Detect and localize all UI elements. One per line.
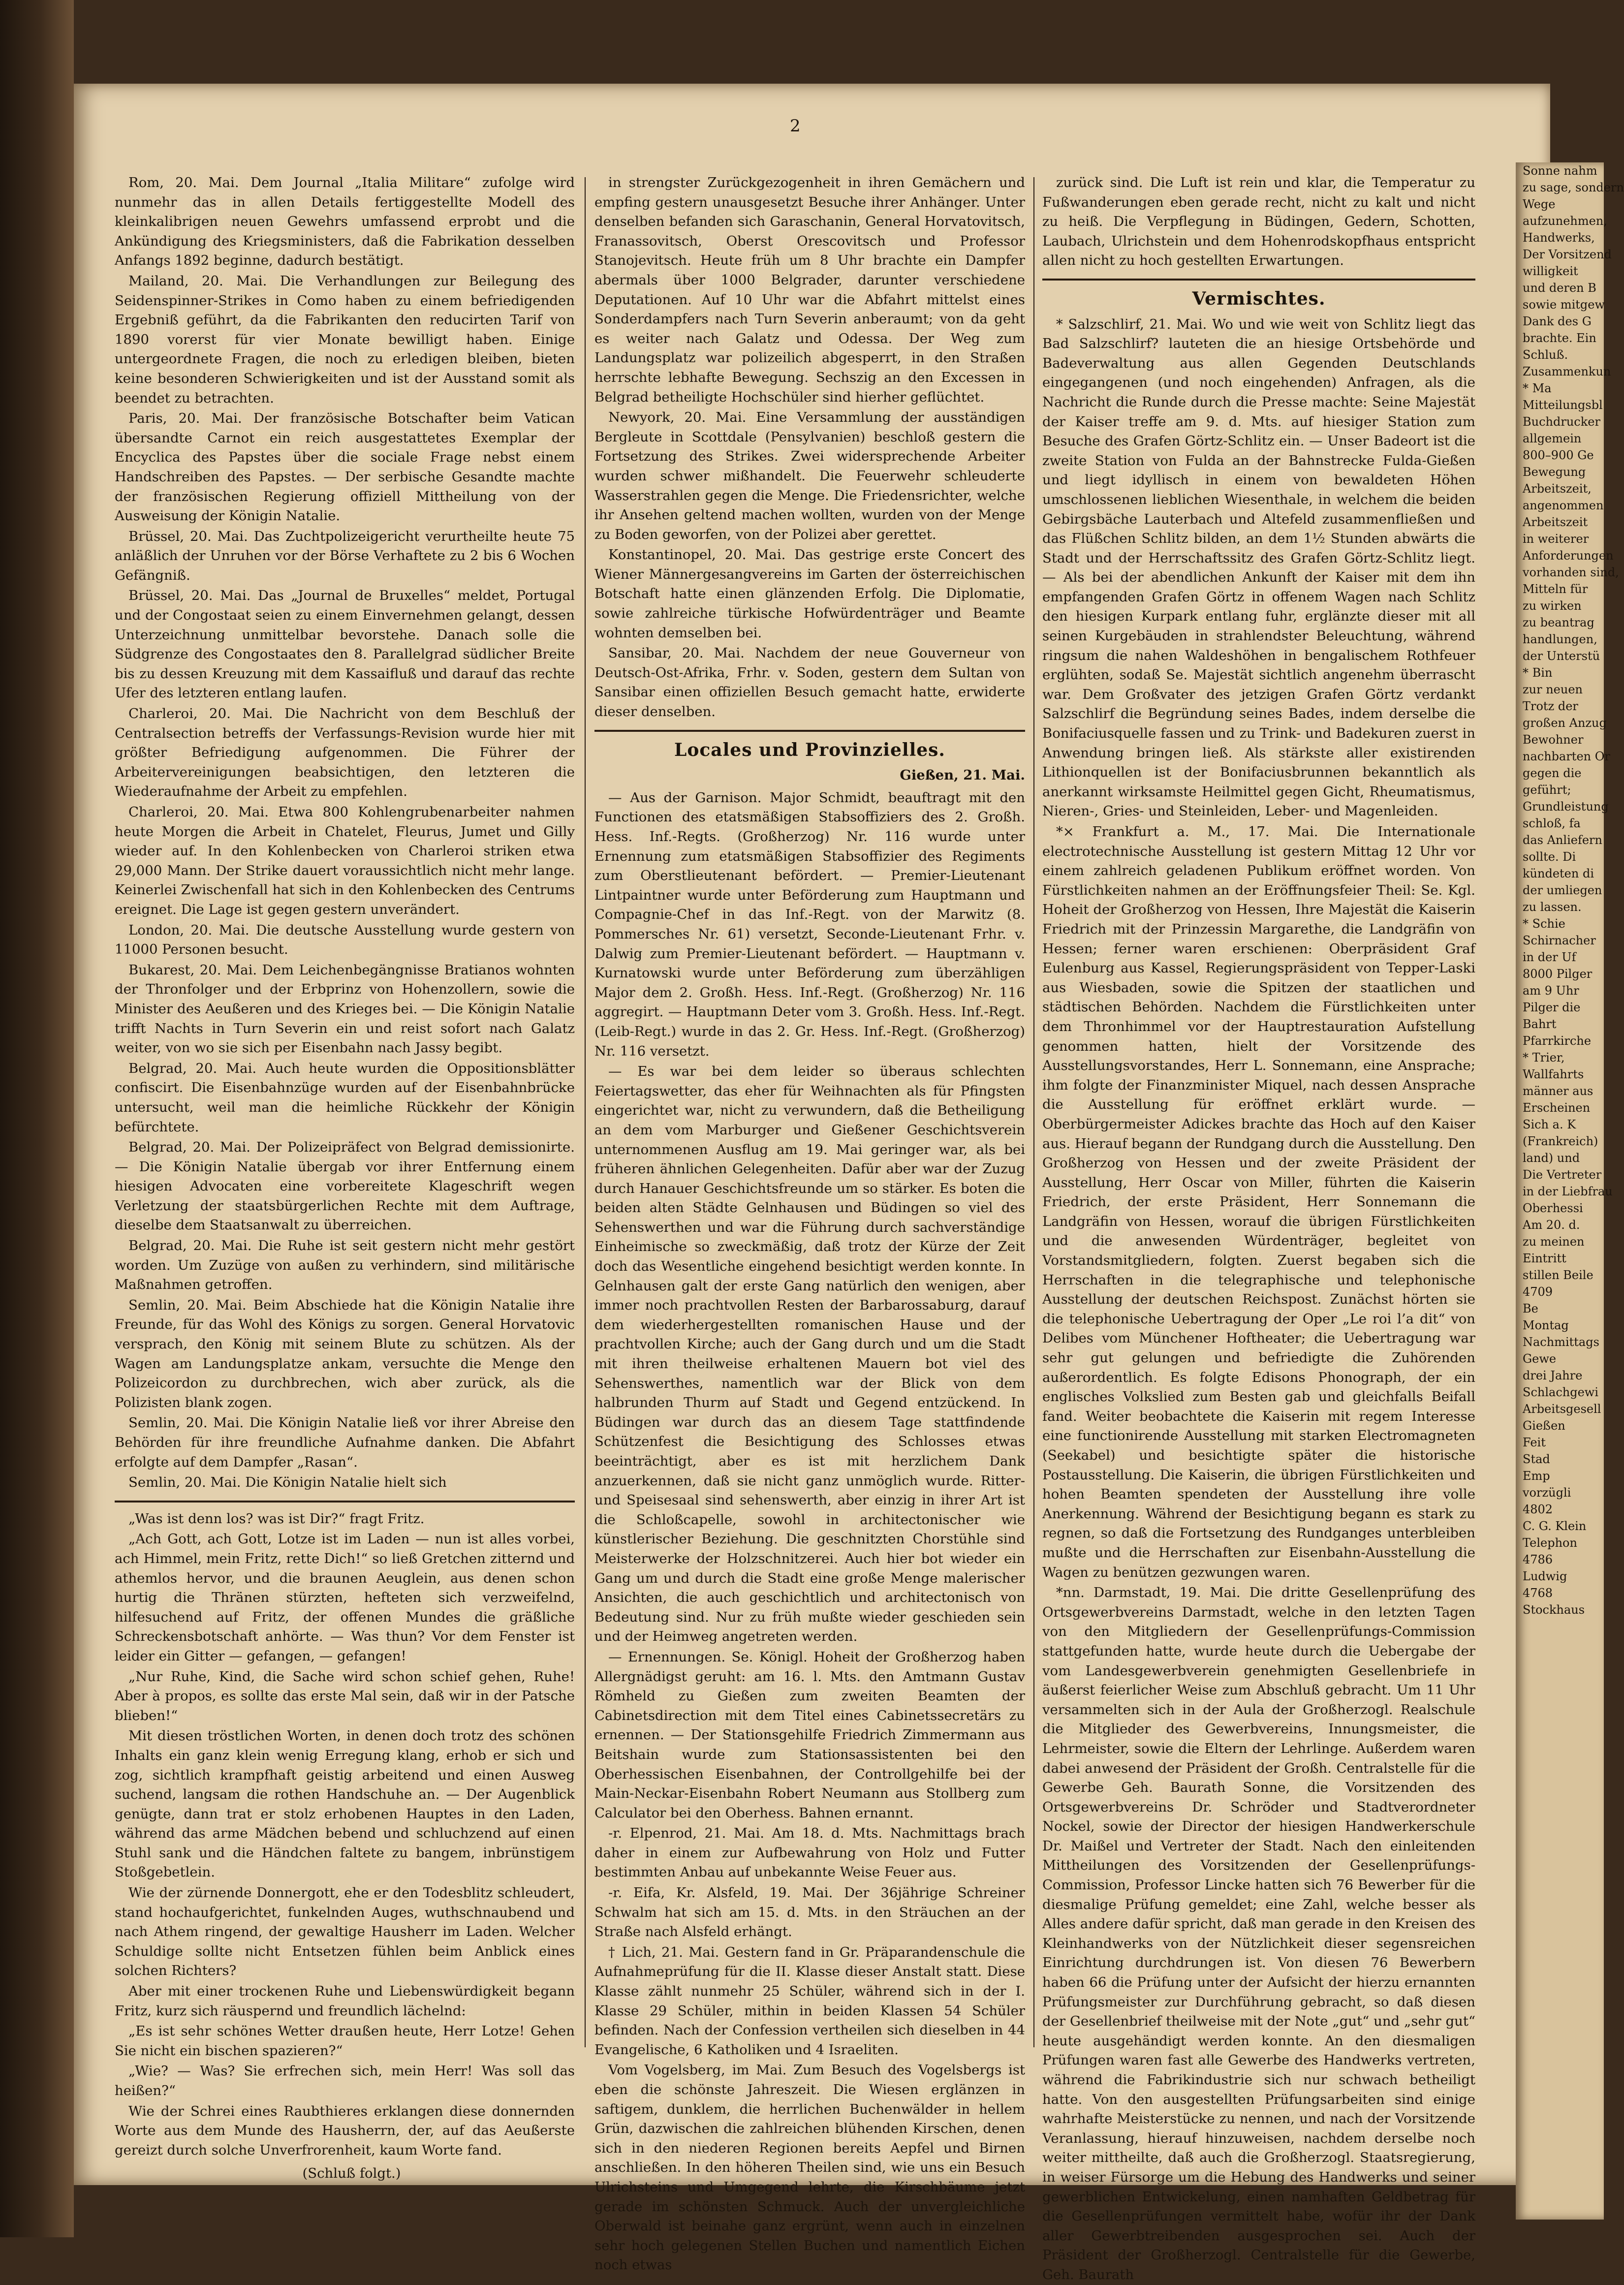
edge-text-fragment: sollte. Di xyxy=(1523,850,1576,864)
edge-text-fragment: Bewegung xyxy=(1523,465,1586,479)
edge-text-fragment: zu sage, sondern xyxy=(1523,181,1624,194)
edge-text-fragment: Oberhessi xyxy=(1523,1201,1583,1215)
dateline: Gießen, 21. Mai. xyxy=(900,767,1025,783)
section-rule xyxy=(594,730,1025,732)
column-2 xyxy=(594,173,1025,2273)
news-paragraph: in strengster Zurückgezogenheit in ihren Gemächern und empfing gestern unausgesetzt Besuche ihrer Anhänger. Unter denselben befanden sich Garaschanin, General Horvatovitsch, Franassovitsch, Oberst Orescovitsch und Professor Stanojevitsch. Heute früh um 8 Uhr brachte ein Dampfer abermals über 1000 Belgrader, darunter verschiedene Deputationen. Auf 10 Uhr war die Abfahrt mittelst eines Sonderdampfers nach Turn Severin anberaumt; von da geht es weiter nach Galatz und Odessa. Der Weg zum Landungsplatz war polizeilich abgesperrt, in den Straßen herrschte lebhafte Bewegung. Sechszig an den Excessen in Belgrad betheiligte Hochschüler sind hierher geflüchtet. xyxy=(594,175,1025,405)
news-paragraph: Paris, 20. Mai. Der französische Botschafter beim Vatican übersandte Carnot ein reich ausgestattetes Exemplar der Encyclica des Papstes über die sociale Frage nebst einem Handschreiben des Papstes. — Der serbische Gesandte machte der französischen Regierung offiziell Mittheilung von der Ausweisung der Königin Natalie. xyxy=(115,410,575,524)
edge-text-fragment: willigkeit xyxy=(1523,264,1578,278)
edge-text-fragment: * Bin xyxy=(1523,666,1553,680)
edge-text-fragment: in der Uf xyxy=(1523,950,1576,964)
edge-text-fragment: aufzunehmen, xyxy=(1523,214,1607,228)
edge-text-fragment: 4768 xyxy=(1523,1586,1553,1600)
edge-text-fragment: der umliegen xyxy=(1523,883,1602,897)
news-paragraph: Konstantinopel, 20. Mai. Das gestrige erste Concert des Wiener Männergesangvereins im Garten der österreichischen Botschaft hatte einen glänzenden Erfolg. Die Diplomatie, sowie zahlreiche türkische Hofwürdenträger und Beamte wohnten demselben bei. xyxy=(594,547,1025,641)
section-title-locales: Locales und Provinzielles. xyxy=(674,739,945,760)
story-paragraph: Mit diesen tröstlichen Worten, in denen doch trotz des schönen Inhalts ein ganz klein wenig Erregung klang, erhob er sich und zog, sichtlich krampfhaft geistig arbeitend und einen Ausweg suchend, langsam die rothen Handschuhe an. — Der Augenblick genügte, dann trat er stolz erhobenen Hauptes in den Laden, während das arme Mädchen bebend und schluchzend auf einen Stuhl sank und die Händchen faltete zu bangem, inbrünstigem Stoßgebetlein. xyxy=(115,1728,575,1880)
news-paragraph: Belgrad, 20. Mai. Auch heute wurden die Oppositionsblätter confiscirt. Die Eisenbahnzüge wurden auf der Eisenbahnbrücke untersucht, weil man die heimliche Rückkehr der Königin befürchtete. xyxy=(115,1060,575,1135)
column-1 xyxy=(115,173,575,2182)
story-paragraph: Wie der Schrei eines Raubthieres erklangen diese donnernden Worte aus dem Munde des Hausherrn, der, auf das Aeußerste gereizt durch solche Unverfrorenheit, kaum Worte fand. xyxy=(115,2103,575,2158)
edge-text-fragment: der Unterstü xyxy=(1523,649,1600,663)
miscellany-paragraph: * Salzschlirf, 21. Mai. Wo und wie weit von Schlitz liegt das Bad Salzschlirf? lauteten die an hiesige Ortsbehörde und Badeverwaltung aus allen Gegenden Deutschlands eingegangenen (und noch eingehenden) Anfragen, als die Nachricht die Runde durch die Presse machte: Seine Majestät der Kaiser treffe am 9. d. Mts. auf hiesiger Station zum Besuche des Grafen Görtz-Schlitz ein. — Unser Badeort ist die zweite Station von Fulda an der Bahnstrecke Fulda-Gießen und liegt idyllisch in einem von bewaldeten Höhen umschlossenen lieblichen Wiesenthale, in welchem die beiden Gebirgsbäche Lauterbach und Altefeld zusammenfließen und das Flüßchen Schlitz bilden, an dem 1½ Stunden abwärts die Stadt und der Herrschaftssitz des Grafen Görtz-Schlitz liegt. — Als bei der abendlichen Ankunft der Kaiser mit dem ihn empfangenden Grafen Görtz in offenem Wagen nach Schlitz den hiesigen Kurpark entlang fuhr, erglänzte dieser mit all seinen Kurgebäuden in strahlendster Beleuchtung, während ringsum die nahen Waldeshöhen in bengalischem Rothfeuer erglühten, sodaß Se. Majestät sichtlich angenehm überrascht war. Dem Großvater des jetzigen Grafen Görtz verdankt Salzschlirf die Begründung seines Bades, indem derselbe die Bonifaciusquelle fassen und zu Trink- und Badekuren zuerst in Anwendung bringen ließ. Als stärkste aller existirenden Lithionquellen ist der Bonifaciusbrunnen bekanntlich als anerkannt wirksamste Heilmittel gegen Gicht, Rheumatismus, Nieren-, Gries- und Steinleiden, Leber- und Magenleiden. xyxy=(1042,316,1475,819)
edge-text-fragment: Schluß. xyxy=(1523,348,1568,362)
edge-text-fragment: handlungen, xyxy=(1523,632,1597,646)
news-paragraph: London, 20. Mai. Die deutsche Ausstellung wurde gestern von 11000 Personen besucht. xyxy=(115,922,575,958)
edge-text-fragment: gegen die xyxy=(1523,766,1582,780)
edge-text-fragment: stillen Beile xyxy=(1523,1268,1593,1282)
edge-text-fragment: Arbeitsgesell xyxy=(1523,1402,1601,1416)
local-news-paragraph: -r. Elpenrod, 21. Mai. Am 18. d. Mts. Nachmittags brach daher in einem zur Aufbewahrung von Holz und Futter bestimmten Anbau auf unbekannte Weise Feuer aus. xyxy=(594,1825,1025,1880)
story-continuation-note: (Schluß folgt.) xyxy=(302,2165,401,2182)
story-paragraph: „Nur Ruhe, Kind, die Sache wird schon schief gehen, Ruhe! Aber à propos, es sollte das erste Mal sein, daß wir in der Patsche blieben!“ xyxy=(115,1668,575,1723)
section-rule xyxy=(115,1501,575,1502)
section-rule xyxy=(1042,279,1475,281)
local-news-paragraph: † Lich, 21. Mai. Gestern fand in Gr. Präparandenschule die Aufnahmeprüfung für die II. Klasse dieser Anstalt statt. Diese Klasse zählt nunmehr 25 Schüler, während sich in der I. Klasse 29 Schüler, mithin in beiden Klassen 54 Schüler befinden. Nach der Confession vertheilen sich dieselben in 44 Evangelische, 6 Katholiken und 4 Israeliten. xyxy=(594,1944,1025,2058)
edge-text-fragment: Schirnacher xyxy=(1523,934,1596,947)
story-paragraph: „Es ist sehr schönes Wetter draußen heute, Herr Lotze! Gehen Sie nicht ein bischen spazieren?“ xyxy=(115,2023,575,2059)
column-divider xyxy=(585,177,586,2047)
edge-text-fragment: Erscheinen xyxy=(1523,1101,1591,1115)
edge-text-fragment: und deren B xyxy=(1523,281,1596,295)
column-3 xyxy=(1042,173,1475,2283)
edge-text-fragment: 4709 xyxy=(1523,1285,1553,1299)
news-paragraph: Bukarest, 20. Mai. Dem Leichenbegängnisse Bratianos wohnten der Thronfolger und der Erbprinz von Hohenzollern, sowie die Minister des Aeußeren und des Krieges bei. — Die Königin Natalie trifft Nachts in Turn Severin ein und reist sofort nach Galatz weiter, von wo sie sich per Eisenbahn nach Jassy begibt. xyxy=(115,962,575,1056)
edge-text-fragment: Gießen xyxy=(1523,1419,1565,1433)
news-paragraph: Semlin, 20. Mai. Beim Abschiede hat die Königin Natalie ihre Freunde, für das Wohl des Königs zu sorgen. General Horvatovic versprach, den König mit seinem Blute zu schützen. Als der Wagen am Landungsplatze ankam, versuchte die Menge den Polizeicordon zu durchbrechen, wich aber zurück, als die Polizisten blank zogen. xyxy=(115,1297,575,1410)
edge-text-fragment: zur neuen xyxy=(1523,683,1583,696)
news-paragraph: Brüssel, 20. Mai. Das „Journal de Bruxelles“ meldet, Portugal und der Congostaat seien zu einem Einvernehmen gelangt, dessen Unterzeichnung unmittelbar bevorstehe. Danach solle die Südgrenze des Congostaates den 8. Parallelgrad südlicher Breite bis zu dessen Kreuzung mit dem Kassaifluß und darauf das rechte Ufer des letzteren entlang laufen. xyxy=(115,588,575,701)
edge-text-fragment: sowie mitgew xyxy=(1523,298,1605,312)
edge-text-fragment: Emp xyxy=(1523,1469,1550,1483)
local-news-paragraph: — Ernennungen. Se. Königl. Hoheit der Großherzog haben Allergnädigst geruht: am 16. l. Mts. den Amtmann Gustav Römheld zu Gießen zum zweiten Beamten der Cabinetsdirection mit dem Titel eines Cabinetssecretärs zu ernennen. — Der Stationsgehilfe Friedrich Zimmermann aus Beitshain wurde zum Stationsassistenten bei den Oberhessischen Eisenbahnen, der Controllgehilfe bei der Main-Neckar-Eisenbahn Robert Neumann aus Stollberg zum Calculator bei den Oberhess. Bahnen ernannt. xyxy=(594,1649,1025,1821)
edge-text-fragment: kündeten di xyxy=(1523,867,1594,880)
edge-text-fragment: in der Liebfrau xyxy=(1523,1185,1613,1198)
edge-text-fragment: Stad xyxy=(1523,1452,1550,1466)
edge-text-fragment: das Anliefern xyxy=(1523,833,1602,847)
edge-text-fragment: * Trier, xyxy=(1523,1051,1565,1064)
story-paragraph: Wie der zürnende Donnergott, ehe er den Todesblitz schleudert, stand hochaufgerichtet, funkelnden Auges, wuthschnaubend und nach Athem ringend, der gewaltige Hausherr im Laden. Welcher Schuldige sollte nicht Entsetzen fühlen beim Anblick eines solchen Richters? xyxy=(115,1885,575,1979)
edge-text-fragment: Bahrt xyxy=(1523,1017,1557,1031)
edge-text-fragment: Ludwig xyxy=(1523,1569,1567,1583)
edge-text-fragment: Bewohner xyxy=(1523,733,1584,747)
edge-text-fragment: Pilger die xyxy=(1523,1001,1581,1014)
edge-text-fragment: 8000 Pilger xyxy=(1523,967,1593,981)
edge-text-fragment: zu meinen xyxy=(1523,1235,1585,1249)
local-news-paragraph: -r. Eifa, Kr. Alsfeld, 19. Mai. Der 36jährige Schreiner Schwalm hat sich am 15. d. Mts. in den Sträuchen an der Straße nach Alsfeld erhängt. xyxy=(594,1885,1025,1940)
edge-text-fragment: Grundleistung xyxy=(1523,800,1609,814)
edge-text-fragment: angenommen xyxy=(1523,499,1604,512)
edge-text-fragment: brachte. Ein xyxy=(1523,331,1596,345)
edge-text-fragment: Zusammenkun xyxy=(1523,365,1611,378)
edge-text-fragment: Feit xyxy=(1523,1436,1546,1449)
news-paragraph: Belgrad, 20. Mai. Die Ruhe ist seit gestern nicht mehr gestört worden. Um Zuzüge von außen zu verhindern, sind militärische Maßnahmen getroffen. xyxy=(115,1238,575,1293)
miscellany-paragraph: *× Frankfurt a. M., 17. Mai. Die Internationale electrotechnische Ausstellung ist gestern Mittag 12 Uhr vor einem zahlreich geladenen Publikum eröffnet worden. Von Fürstlichkeiten nahmen an der Eröffnungsfeier Theil: Se. Kgl. Hoheit der Großherzog von Hessen, Ihre Majestät die Kaiserin Friedrich mit der Prinzessin Margarethe, die Landgräfin von Hessen; ferner waren erschienen: Oberpräsident Graf Eulenburg aus Kassel, Regierungspräsident von Tepper-Laski aus Wiesbaden, sowie die Spitzen der staatlichen und städtischen Behörden. Nachdem die Fürstlichkeiten unter dem Thronhimmel vor der Hauptrestauration Aufstellung genommen hatten, hielt der Vorsitzende des Ausstellungsvorstandes, Herr L. Sonnemann, eine Ansprache; ihm folgte der Finanzminister Miquel, nach dessen Ansprache die Ausstellung für eröffnet erklärt wurde. — Oberbürgermeister Adickes brachte das Hoch auf den Kaiser aus. Hierauf begann der Rundgang durch die Ausstellung. Den Großherzog von Hessen und der zweite Präsident der Ausstellung, Herr Oscar von Miller, führten die Kaiserin Friedrich, der erste Präsident, Herr Sonnemann die Landgräfin von Hessen, worauf die übrigen Fürstlichkeiten und die anwesenden Würdenträger, begleitet von Vorstandsmitgliedern, folgten. Zuerst begaben sich die Herrschaften in die telegraphische und telephonische Ausstellung der deutschen Reichspost. Zunächst hörten sie die telephonische Uebertragung der Oper „Le roi l’a dit“ von Delibes vom Münchener Hoftheater; die Uebertragung war sehr gut gelungen und befriedigte die Zuhörenden außerordentlich. Es folgte Edisons Phonograph, der ein englisches Volkslied zum Besten gab und gleichfalls Beifall fand. Weiter beobachtete die Kaiserin mit regem Interesse eine functionirende Ausstellung mit starken Electromagneten (Seekabel) und besichtigte später die historische Postausstellung. Die Kaiserin, die übrigen Fürstlichkeiten und hohen Beamten spendeten der Ausstellung ihre volle Anerkennung. Während der Besichtigung begann es stark zu regnen, so daß die Fortsetzung des Rundganges unterbleiben mußte und die Herrschaften zur Eisenbahn-Ausstellung die Wagen zu benützen gezwungen waren. xyxy=(1042,824,1475,1580)
edge-text-fragment: Montag xyxy=(1523,1318,1569,1332)
edge-text-fragment: Stockhaus xyxy=(1523,1603,1585,1617)
edge-text-fragment: Arbeitszeit, xyxy=(1523,482,1592,496)
edge-text-fragment: nachbarten Or xyxy=(1523,750,1610,763)
local-news-paragraph: — Es war bei dem leider so überaus schlechten Feiertagswetter, das eher für Weihnachten als für Pfingsten eingerichtet war, nicht zu verwundern, daß die Betheiligung an dem vom Marburger und Gießener Geschichtsverein unternommenen Ausflug am 19. Mai geringer war, als bei früheren ähnlichen Gelegenheiten. Dafür aber war der Zuzug durch Hanauer Geschichtsfreunde um so stärker. Es boten die beiden alten Städte Gelnhausen und Büdingen so viel des Sehenswerthen und war die Führung durch sachverständige Einheimische so zweckmäßig, daß trotz der Kürze der Zeit doch das Wesentliche eingehend besichtigt werden konnte. In Gelnhausen galt der erste Gang natürlich den wenigen, aber immer noch prachtvollen Resten der Barbarossaburg, darauf dem wiederhergestellten romanischen Hause und der prachtvollen Kirche; auch der Gang durch und um die Stadt mit ihren theilweise erhaltenen Mauern bot viel des Sehenswerthes, namentlich war der Blick von dem halbrunden Thurm auf Stadt und Gegend entzückend. In Büdingen war durch das an diesem Tage stattfindende Schützenfest die Besichtigung des Schlosses etwas beeinträchtigt, aber es ist mit herzlichem Dank anzuerkennen, daß sie nicht ganz unmöglich wurde. Ritter- und Speisesaal sind sehenswerth, aber einzig in ihrer Art ist die Schloßcapelle, sowohl in architectonischer wie künstlerischer Beziehung. Die geschnitzten Chorstühle sind Meisterwerke der Holzschnitzerei. Auch hier bot wieder ein Gang um und durch die Stadt eine große Menge malerischer Ansichten, die auch geschichtlich und architectonisch von Bedeutung sind. Nur zu früh mußte wieder geschieden sein und der Heimweg angetreten werden. xyxy=(594,1064,1025,1645)
edge-text-fragment: in weiterer xyxy=(1523,532,1589,546)
edge-text-fragment: Handwerks, xyxy=(1523,231,1595,245)
edge-text-fragment: Sich a. K xyxy=(1523,1118,1576,1131)
edge-text-fragment: 800–900 Ge xyxy=(1523,448,1594,462)
section-title-vermischtes: Vermischtes. xyxy=(1192,288,1326,309)
edge-text-fragment: männer aus xyxy=(1523,1084,1593,1098)
column-divider xyxy=(1033,177,1034,2047)
edge-text-fragment: land) und xyxy=(1523,1151,1580,1165)
news-paragraph: zurück sind. Die Luft ist rein und klar, die Temperatur zu Fußwanderungen eben gerade recht, nicht zu kalt und nicht zu heiß. Die Verpflegung in Büdingen, Gedern, Schotten, Laubach, Ulrichstein und dem Hohenrodskopfhaus entspricht allen nicht zu hoch gestellten Erwartungen. xyxy=(1042,175,1475,269)
edge-text-fragment: 4802 xyxy=(1523,1502,1553,1516)
local-news-paragraph: Vom Vogelsberg, im Mai. Zum Besuch des Vogelsbergs ist eben die schönste Jahreszeit. Die Wiesen erglänzen in saftigem, dunklem, die herrlichen Buchenwälder in hellem Grün, dazwischen die zahlreichen blühenden Kirschen, denen sich in den niederen Regionen bereits Aepfel und Birnen anschließen. In den höheren Theilen sind, wie uns ein Besuch Ulrichsteins und Umgegend lehrte, die Kirschbäume jetzt gerade im schönsten Schmuck. Auch der unvergleichliche Oberwald ist beinahe ganz ergrünt, wenn auch in einzelnen sehr hoch gelegenen Stellen Buchen und namentlich Eichen noch etwas xyxy=(594,2062,1025,2273)
news-paragraph: Charleroi, 20. Mai. Etwa 800 Kohlengrubenarbeiter nahmen heute Morgen die Arbeit in Chatelet, Fleurus, Jumet und Gilly wieder auf. In den Kohlenbecken von Charleroi striken etwa 29,000 Mann. Der Strike dauert voraussichtlich nicht mehr lange. Keinerlei Zwischenfall hat sich in den Kohlenbecken des Centrums ereignet. Die Lage ist gegen gestern unverändert. xyxy=(115,804,575,917)
edge-text-fragment: Dank des G xyxy=(1523,314,1592,328)
news-paragraph: Mailand, 20. Mai. Die Verhandlungen zur Beilegung des Seidenspinner-Strikes in Como haben zu einem befriedigenden Ergebniß geführt, da die Fabrikanten den reducirten Tarif von 1890 vorerst für vier Monate bewilligt haben. Einige untergeordnete Fragen, die noch zu erledigen bleiben, bieten keine besonderen Schwierigkeiten und ist der Ausstand somit als beendet zu betrachten. xyxy=(115,273,575,406)
news-paragraph: Rom, 20. Mai. Dem Journal „Italia Militare“ zufolge wird nunmehr das in allen Details fertiggestellte Modell des kleinkalibrigen neuen Gewehrs umfassend erprobt und die Ankündigung des Kriegsministers, daß die Fabrikation desselben Anfangs 1892 beginne, dadurch bestätigt. xyxy=(115,175,575,269)
edge-text-fragment: Am 20. d. xyxy=(1523,1218,1580,1232)
edge-text-fragment: Mitteln für xyxy=(1523,582,1588,596)
edge-text-fragment: (Frankreich) xyxy=(1523,1134,1598,1148)
edge-text-fragment: schloß, fa xyxy=(1523,816,1581,830)
news-paragraph: Newyork, 20. Mai. Eine Versammlung der ausständigen Bergleute in Scottdale (Pensylvanien) beschloß gestern die Fortsetzung des Strikes. Zwei widersprechende Arbeiter wurden schwer mißhandelt. Die Feuerwehr schleuderte Wasserstrahlen gegen die Menge. Die Friedensrichter, welche ihr Ansehen geltend machen wollten, wurden von der Menge zu Boden geworfen, von der Polizei aber gerettet. xyxy=(594,409,1025,542)
edge-text-fragment: vorzügli xyxy=(1523,1486,1571,1500)
edge-text-fragment: Be xyxy=(1523,1302,1538,1315)
local-news-paragraph: — Aus der Garnison. Major Schmidt, beauftragt mit den Functionen des etatsmäßigen Stabsoffiziers des 2. Großh. Hess. Inf.-Regts. (Großherzog) Nr. 116 wurde unter Ernennung zum etatsmäßigen Stabsoffizier des Regiments zum Oberstlieutenant befördert. — Premier-Lieutenant Lintpaintner wurde unter Beförderung zum Hauptmann und Compagnie-Chef in das Inf.-Regt. von der Marwitz (8. Pommersches Nr. 61) versetzt, Seconde-Lieutenant Frhr. v. Dalwig zum Premier-Lieutenant befördert. — Hauptmann v. Kurnatowski wurde unter Beförderung zum überzähligen Major dem 2. Großh. Hess. Inf.-Regt. (Großherzog) Nr. 116 aggregirt. — Hauptmann Deter vom 3. Großh. Hess. Inf.-Regt. (Leib-Regt.) wurde in das 2. Gr. Hess. Inf.-Regt. (Großherzog) Nr. 116 versetzt. xyxy=(594,789,1025,1059)
adjacent-page-edge xyxy=(1516,162,1624,2220)
edge-text-fragment: Die Vertreter xyxy=(1523,1168,1602,1182)
edge-text-fragment: Nachmittags xyxy=(1523,1335,1599,1349)
edge-text-fragment: C. G. Klein xyxy=(1523,1519,1587,1533)
news-paragraph: Semlin, 20. Mai. Die Königin Natalie ließ vor ihrer Abreise den Behörden für ihre freundliche Aufnahme danken. Die Abfahrt erfolgte auf dem Dampfer „Rasan“. xyxy=(115,1415,575,1470)
edge-text-fragment: geführt; xyxy=(1523,783,1571,797)
edge-text-fragment: Sonne nahm xyxy=(1523,164,1597,178)
story-paragraph: „Wie? — Was? Sie erfrechen sich, mein Herr! Was soll das heißen?“ xyxy=(115,2063,575,2098)
edge-text-fragment: * Schie xyxy=(1523,917,1565,931)
edge-text-fragment: am 9 Uhr xyxy=(1523,984,1579,998)
story-paragraph: „Was ist denn los? was ist Dir?“ fragt Fritz. xyxy=(128,1510,425,1527)
edge-text-fragment: Arbeitszeit xyxy=(1523,515,1588,529)
edge-text-fragment: Pfarrkirche xyxy=(1523,1034,1592,1048)
edge-text-fragment: zu wirken xyxy=(1523,599,1582,613)
edge-text-fragment: Eintritt xyxy=(1523,1252,1566,1265)
edge-text-fragment: Buchdrucker xyxy=(1523,415,1600,429)
news-paragraph: Brüssel, 20. Mai. Das Zuchtpolizeigericht verurtheilte heute 75 anläßlich der Unruhen vor der Börse Verhaftete zu 2 bis 6 Wochen Gefängniß. xyxy=(115,528,575,583)
edge-text-fragment: vorhanden sind, xyxy=(1523,565,1619,579)
edge-text-fragment: allgemein xyxy=(1523,432,1582,445)
news-paragraph: Charleroi, 20. Mai. Die Nachricht von dem Beschluß der Centralsection betreffs der Verfassungs-Revision wurde hier mit größter Befriedigung aufgenommen. Die Führer der Arbeitervereinigungen beabsichtigen, den letzteren die Wiederaufnahme der Arbeit zu empfehlen. xyxy=(115,706,575,800)
edge-text-fragment: Schlachgewi xyxy=(1523,1385,1599,1399)
edge-text-fragment: Anforderungen xyxy=(1523,549,1614,563)
story-paragraph: Aber mit einer trockenen Ruhe und Liebenswürdigkeit begann Fritz, kurz sich räuspernd und freundlich lächelnd: xyxy=(115,1983,575,2019)
edge-text-fragment: Trotz der xyxy=(1523,699,1578,713)
edge-text-fragment: * Ma xyxy=(1523,381,1552,395)
page-number: 2 xyxy=(790,116,801,136)
edge-text-fragment: zu lassen. xyxy=(1523,900,1582,914)
story-paragraph: „Ach Gott, ach Gott, Lotze ist im Laden — nun ist alles vorbei, ach Himmel, mein Fritz, rette Dich!“ so ließ Gretchen zitternd und athemlos hervor, und die braunen Aeuglein, aus denen schon hurtig die Thränen stürzten, hefteten sich verzweifelnd, hilfesuchend auf Fritz, der offenen Mundes die gräßliche Schreckensbotschaft anhörte. — Was thun? Vor dem Fenster ist leider ein Gitter — gefangen, — gefangen! xyxy=(115,1531,575,1664)
news-paragraph: Semlin, 20. Mai. Die Königin Natalie hielt sich xyxy=(128,1474,447,1491)
edge-text-fragment: Telephon xyxy=(1523,1536,1577,1550)
news-paragraph: Sansibar, 20. Mai. Nachdem der neue Gouverneur von Deutsch-Ost-Afrika, Frhr. v. Soden, gestern dem Sultan von Sansibar einen offiziellen Besuch gemacht hatte, erwiderte dieser denselben. xyxy=(594,645,1025,720)
miscellany-paragraph: *nn. Darmstadt, 19. Mai. Die dritte Gesellenprüfung des Ortsgewerbvereins Darmstadt, welche in den letzten Tagen von den Mitgliedern der Gesellenprüfungs-Commission stattgefunden hatte, wurde heute durch die Uebergabe der vom Landesgewerbverein genehmigten Gesellenbriefe in äußerst feierlicher Weise zum Abschluß gebracht. Um 11 Uhr versammelten sich in der Aula der Großherzogl. Realschule die Mitglieder des Gewerbvereins, Innungsmeister, die Lehrmeister, sowie die Eltern der Lehrlinge. Außerdem waren dabei anwesend der Präsident der Großh. Centralstelle für die Gewerbe Geh. Baurath Sonne, die Vorsitzenden des Ortsgewerbvereins Dr. Schröder und Stadtverordneter Nockel, sowie der Director der hiesigen Handwerkerschule Dr. Maißel und Vertreter der Stadt. Nach den einleitenden Mittheilungen des Vorsitzenden der Gesellenprüfungs-Commission, Professor Lincke hatten sich 76 Bewerber für die diesmalige Prüfung gemeldet; eine Zahl, welche besser als Alles andere dafür spricht, daß man gerade in den Kreisen des Kleinhandwerks von der Nützlichkeit dieser segensreichen Einrichtung durchdrungen ist. Von diesen 76 Bewerbern haben 66 die Prüfung unter der Aufsicht der hierzu ernannten Prüfungsmeister zur Durchführung gebracht, so daß diesen der Gesellenbrief theilweise mit der Note „gut“ und „sehr gut“ heute ausgehändigt werden konnte. An den diesmaligen Prüfungen waren fast alle Gewerbe des Handwerks vertreten, während die Fabrikindustrie sich nur schwach betheiligt hatte. Von den ausgestellten Prüfungsarbeiten sind einige wahrhafte Meisterstücke zu nennen, und nach der Vorsitzende Veranlassung, hierauf hinzuweisen, nachdem derselbe noch weiter mittheilte, daß auch die Großherzogl. Staatsregierung, in weiser Fürsorge um die Hebung des Handwerks und seiner gewerblichen Entwickelung, einen namhaften Geldbetrag für die Gesellenprüfungen vermittelt habe, wofür ihr der Dank aller Gewerbtreibenden ausgesprochen sei. Auch der Präsident der Großherzogl. Centralstelle für die Gewerbe, Geh. Baurath xyxy=(1042,1585,1475,2283)
edge-text-fragment: großen Anzug xyxy=(1523,716,1607,730)
edge-text-fragment: Mitteilungsbl xyxy=(1523,398,1603,412)
edge-text-fragment: Der Vorsitzend xyxy=(1523,248,1612,261)
book-spine xyxy=(0,0,74,2237)
edge-text-fragment: zu beantrag xyxy=(1523,616,1594,629)
edge-text-fragment: Wege xyxy=(1523,197,1556,211)
edge-text-fragment: drei Jahre xyxy=(1523,1369,1583,1382)
edge-text-fragment: Wallfahrts xyxy=(1523,1067,1584,1081)
edge-text-fragment: Gewe xyxy=(1523,1352,1557,1366)
news-paragraph: Belgrad, 20. Mai. Der Polizeipräfect von Belgrad demissionirte. — Die Königin Natalie übergab vor ihrer Entfernung einem hiesigen Advocaten eine vorbereitete Klageschrift wegen Verletzung der staatsbürgerlichen Rechte mit dem Auftrage, dieselbe dem Staatsanwalt zu überreichen. xyxy=(115,1139,575,1233)
edge-text-fragment: 4786 xyxy=(1523,1553,1553,1566)
